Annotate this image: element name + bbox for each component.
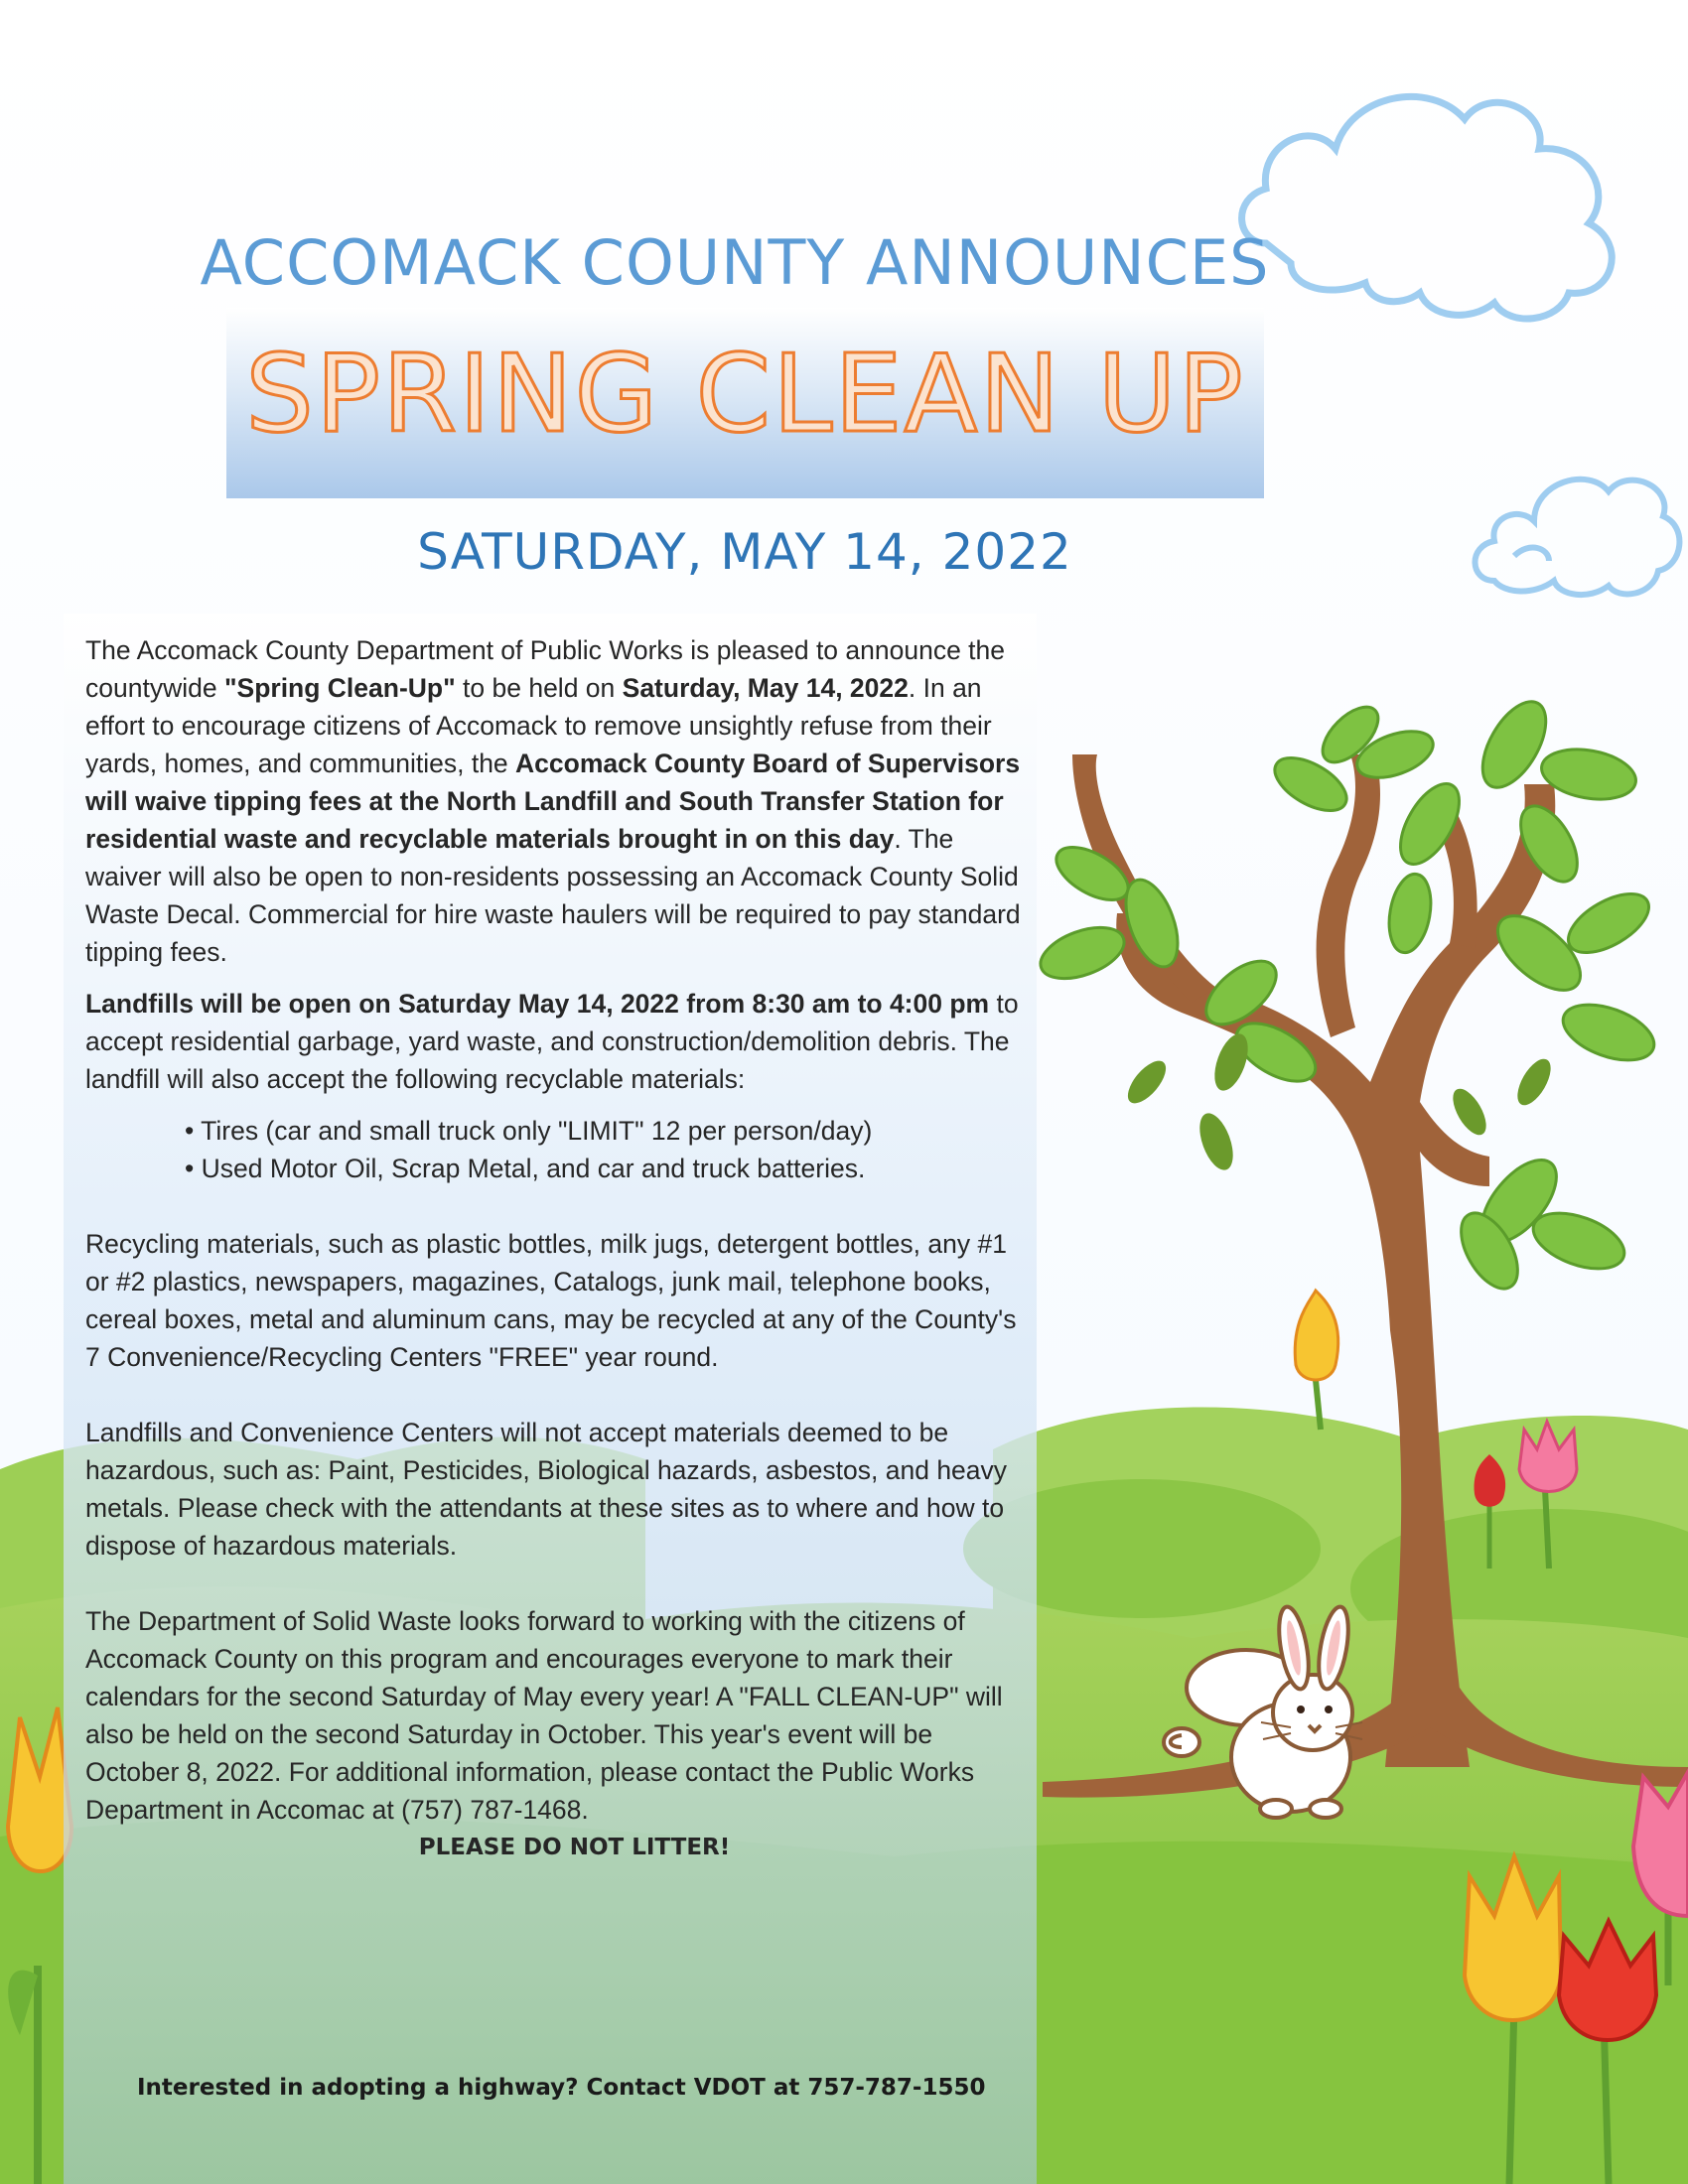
- intro-paragraph: The Accomack County Department of Public Works is pleased to announce the countywide "Spring Clean-Up" to be held on Saturday, May 14, 2022. In an effort to encourage citizens of Accomack to remove unsightly refuse from their yards, homes, and communities, the Accomack County Board of Supervisors will waive tipping fees at the North Landfill and South Transfer Station for residential waste and recyclable materials brought in on this day. The waiver will also be open to non-residents possessing an Accomack County Solid Waste Decal. Commercial for hire waste haulers will be required to pay standard tipping fees.: [85, 635, 1021, 967]
- no-litter-notice: PLEASE DO NOT LITTER!: [418, 1835, 731, 1860]
- adopt-highway-notice: Interested in adopting a highway? Contact VDOT at 757-787-1550: [137, 2075, 986, 2101]
- recycling-paragraph: Recycling materials, such as plastic bottles, milk jugs, detergent bottles, any #1 or #2 plastics, newspapers, magazines, Catalogs, junk mail, telephone books, cereal boxes, metal and aluminum cans, may be recycled at any of the County's 7 Convenience/Recycling Centers "FREE" year round.: [85, 1229, 1017, 1372]
- announces-heading: ACCOMACK COUNTY ANNOUNCES: [200, 226, 1270, 299]
- list-item: • Used Motor Oil, Scrap Metal, and car and truck batteries.: [185, 1154, 866, 1183]
- hazardous-paragraph: Landfills and Convenience Centers will not accept materials deemed to be hazardous, such as: Paint, Pesticides, Biological hazards, asbestos, and heavy metals. Please check with the attendants at these sites as to where and how to dispose of hazardous materials.: [85, 1418, 1008, 1561]
- event-title: SPRING CLEAN UP: [245, 333, 1245, 457]
- list-item: • Tires (car and small truck only "LIMIT" 12 per person/day): [185, 1116, 873, 1146]
- announcement-body: [85, 631, 1024, 1866]
- recyclable-list: [85, 1112, 1024, 1187]
- landfill-hours-paragraph: Landfills will be open on Saturday May 14, 2022 from 8:30 am to 4:00 pm to accept residential garbage, yard waste, and construction/demolition debris. The landfill will also accept the following recyclable materials:: [85, 989, 1019, 1094]
- event-date: SATURDAY, MAY 14, 2022: [417, 523, 1072, 581]
- contact-paragraph: The Department of Solid Waste looks forward to working with the citizens of Accomack County on this program and encourages everyone to mark their calendars for the second Saturday of May every year! A "FALL CLEAN-UP" will also be held on the second Saturday in October. This year's event will be October 8, 2022. For additional information, please contact the Public Works Department in Accomac at (757) 787-1468.: [85, 1606, 1003, 1825]
